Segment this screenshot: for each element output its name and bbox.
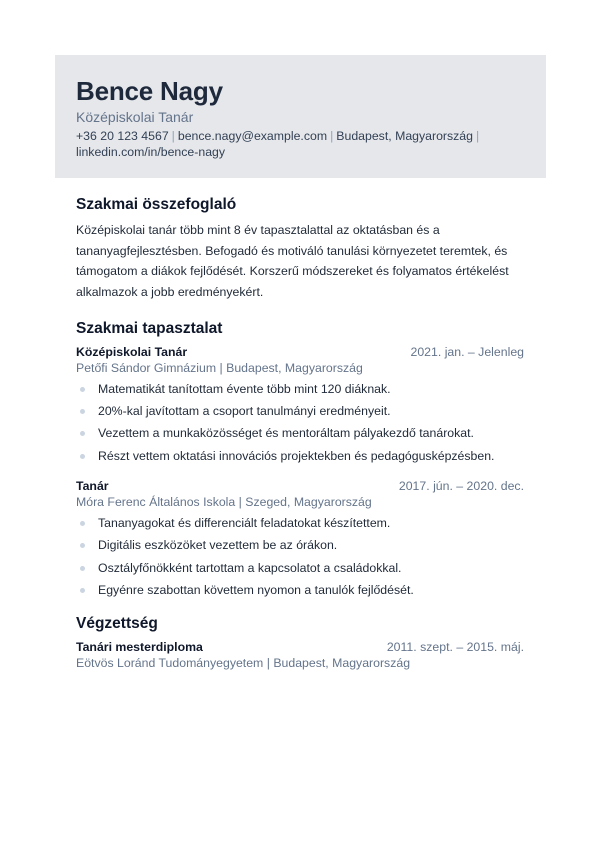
candidate-name: Bence Nagy xyxy=(76,76,223,106)
linkedin-link[interactable]: linkedin.com/in/bence-nagy xyxy=(76,144,226,159)
section-title: Végzettség xyxy=(76,615,158,633)
bullet-icon xyxy=(80,387,85,392)
separator: | xyxy=(171,129,175,143)
job-organization: Móra Ferenc Általános Iskola | Szeged, Magyarország xyxy=(76,495,372,509)
bullet-icon xyxy=(80,454,85,459)
job-entry xyxy=(76,478,524,601)
bullet-icon xyxy=(80,521,85,526)
contact-line xyxy=(76,129,496,160)
section-title: Szakmai tapasztalat xyxy=(76,319,223,337)
education-dates: 2011. szept. – 2015. máj. xyxy=(386,640,524,655)
degree-title: Tanári mesterdiploma xyxy=(76,640,203,655)
job-title: Középiskolai Tanár xyxy=(76,344,188,359)
list-item: Osztályfőnökként tartottam a kapcsolatot a családokkal. xyxy=(76,557,524,579)
education-section xyxy=(76,615,524,671)
bullet-icon xyxy=(80,543,85,548)
school-name: Eötvös Loránd Tudományegyetem | Budapest, Magyarország xyxy=(76,656,411,671)
list-item: Vezettem a munkaközösséget és mentoráltam pályakezdő tanárokat. xyxy=(76,422,524,444)
summary-text: Középiskolai tanár több mint 8 év tapasztalattal az oktatásban és a tananyagfejlesztésben. Befogadó és motiváló tanulási környezetet teremtek, és támogatom a diákok fejlődését. Korszerű módszereket és folyamatos értékelést alkalmazok a jobb eredményekért. xyxy=(76,223,509,300)
separator: | xyxy=(476,129,480,143)
list-item: Egyénre szabottan követtem nyomon a tanulók fejlődését. xyxy=(76,579,524,601)
list-item: Részt vettem oktatási innovációs projektekben és pedagógusképzésben. xyxy=(76,445,524,467)
bullet-icon xyxy=(80,566,85,571)
bullet-icon xyxy=(80,409,85,414)
job-bullets xyxy=(76,512,524,601)
section-title: Szakmai összefoglaló xyxy=(76,196,237,213)
resume-body xyxy=(76,196,524,671)
bullet-icon xyxy=(80,588,85,593)
list-item: Tananyagokat és differenciált feladatokat készítettem. xyxy=(76,512,524,534)
phone: +36 20 123 4567 xyxy=(76,129,169,143)
experience-section xyxy=(76,320,524,601)
job-organization: Petőfi Sándor Gimnázium | Budapest, Magyarország xyxy=(76,360,363,375)
list-item: Matematikát tanítottam évente több mint 120 diáknak. xyxy=(76,378,524,400)
job-title: Tanár xyxy=(76,479,109,493)
education-entry xyxy=(76,639,524,671)
email-link[interactable]: bence.nagy@example.com xyxy=(177,129,328,143)
job-entry xyxy=(76,344,524,467)
summary-section xyxy=(76,196,524,303)
job-dates: 2021. jan. – Jelenleg xyxy=(410,344,524,359)
candidate-role: Középiskolai Tanár xyxy=(76,109,194,125)
location: Budapest, Magyarország xyxy=(336,129,473,143)
resume-header xyxy=(55,55,546,178)
job-dates: 2017. jún. – 2020. dec. xyxy=(398,479,524,493)
job-bullets xyxy=(76,378,524,467)
bullet-icon xyxy=(80,431,85,436)
list-item: Digitális eszközöket vezettem be az órákon. xyxy=(76,534,524,556)
list-item: 20%-kal javítottam a csoport tanulmányi eredményeit. xyxy=(76,400,524,422)
separator: | xyxy=(330,129,334,143)
